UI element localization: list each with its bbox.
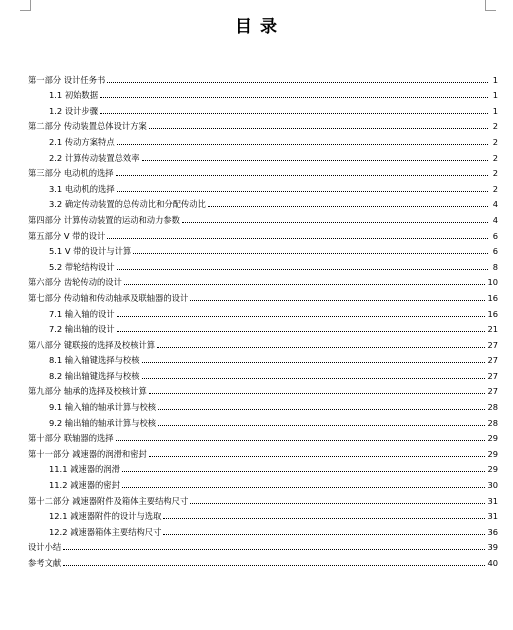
toc-entry-label: 第一部分 设计任务书 [28,74,106,85]
toc-entry-label: 5.1 V 带的设计与计算 [49,246,132,257]
toc-entry-label: 3.2 确定传动装置的总传动比和分配传动比 [49,199,206,210]
toc-entry-page-number: 31 [487,495,498,506]
toc-entry-page-number: 2 [492,152,498,163]
toc-entry-label: 第八部分 键联接的选择及校核计算 [28,339,156,350]
toc-entry-label: 2.2 计算传动装置总效率 [49,152,140,163]
toc-entry-label: 第十一部分 减速器的润滑和密封 [28,448,147,459]
toc-entry[interactable] [28,163,498,179]
toc-entry[interactable] [28,131,498,147]
toc-dot-leader [116,440,486,441]
toc-entry[interactable] [28,256,498,272]
toc-entry-page-number: 39 [487,542,498,553]
toc-entry[interactable] [28,100,498,116]
toc-title: 目 录 [235,17,278,37]
toc-entry-page-number: 29 [487,448,498,459]
toc-entry[interactable] [28,319,498,335]
toc-dot-leader [107,82,488,83]
toc-entry-label: 3.1 电动机的选择 [49,183,115,194]
toc-entry-label: 第六部分 齿轮传动的设计 [28,277,122,288]
toc-dot-leader [122,487,486,488]
toc-entry-page-number: 4 [492,214,498,225]
toc-dot-leader [63,565,485,566]
toc-entry[interactable] [28,209,498,225]
toc-entry[interactable] [28,365,498,381]
toc-entry-page-number: 1 [492,74,498,85]
toc-entry[interactable] [28,412,498,428]
toc-dot-leader [63,549,485,550]
toc-dot-leader [163,534,485,535]
toc-entry[interactable] [28,474,498,490]
toc-dot-leader [107,238,488,239]
toc-entry-page-number: 2 [492,136,498,147]
toc-entry[interactable] [28,69,498,85]
toc-entry-page-number: 6 [492,246,498,257]
toc-entry-label: 7.2 输出轴的设计 [49,324,115,335]
toc-dot-leader [117,331,486,332]
toc-entry[interactable] [28,287,498,303]
toc-entry[interactable] [28,552,498,568]
toc-entry-label: 第十二部分 减速器附件及箱体主要结构尺寸 [28,495,189,506]
toc-entry-page-number: 27 [487,355,498,366]
toc-entry[interactable] [28,303,498,319]
toc-entry[interactable] [28,490,498,506]
toc-entry-page-number: 4 [492,199,498,210]
toc-entry-page-number: 8 [492,261,498,272]
toc-entry[interactable] [28,350,498,366]
toc-entry-page-number: 31 [487,511,498,522]
toc-entry-page-number: 28 [487,402,498,413]
toc-entry-label: 8.2 输出轴键选择与校核 [49,370,140,381]
toc-dot-leader [163,518,485,519]
toc-entry-page-number: 27 [487,370,498,381]
toc-dot-leader [142,378,486,379]
toc-entry-page-number: 27 [487,339,498,350]
toc-dot-leader [158,425,485,426]
toc-entry-page-number: 30 [487,480,498,491]
toc-dot-leader [117,316,486,317]
toc-entry-label: 1.1 初始数据 [49,90,99,101]
toc-entry[interactable] [28,85,498,101]
toc-entry-label: 5.2 带轮结构设计 [49,261,115,272]
toc-dot-leader [124,284,486,285]
toc-entry-label: 第四部分 计算传动装置的运动和动力参数 [28,214,180,225]
toc-dot-leader [142,160,488,161]
toc-entry-page-number: 6 [492,230,498,241]
toc-dot-leader [116,175,488,176]
toc-dot-leader [117,144,488,145]
toc-dot-leader [208,206,488,207]
toc-entry-page-number: 28 [487,417,498,428]
toc-dot-leader [149,128,488,129]
toc-entry[interactable] [28,428,498,444]
toc-dot-leader [117,191,488,192]
toc-entry-label: 设计小结 [28,542,62,553]
toc-entry-page-number: 1 [492,105,498,116]
toc-entry[interactable] [28,241,498,257]
toc-dot-leader [182,222,488,223]
toc-entry-label: 9.2 输出轴的轴承计算与校核 [49,417,157,428]
toc-entry-label: 第二部分 传动装置总体设计方案 [28,121,147,132]
toc-dot-leader [133,253,488,254]
toc-entry[interactable] [28,396,498,412]
toc-entry[interactable] [28,225,498,241]
toc-entry-page-number: 1 [492,90,498,101]
toc-entry-page-number: 2 [492,183,498,194]
toc-dot-leader [149,393,486,394]
toc-dot-leader [117,269,488,270]
toc-entry-page-number: 10 [487,277,498,288]
toc-dot-leader [157,347,485,348]
toc-entry-label: 第九部分 轴承的选择及校核计算 [28,386,147,397]
toc-dot-leader [190,300,485,301]
toc-entry-label: 12.1 减速器附件的设计与选取 [49,511,162,522]
toc-entry[interactable] [28,506,498,522]
toc-dot-leader [100,113,488,114]
toc-dot-leader [158,409,485,410]
table-of-contents [28,69,498,568]
toc-dot-leader [190,503,485,504]
toc-entry-page-number: 16 [487,292,498,303]
toc-entry-label: 第七部分 传动轴和传动轴承及联轴器的设计 [28,292,189,303]
toc-entry-label: 11.1 减速器的润滑 [49,464,120,475]
toc-entry[interactable] [28,147,498,163]
toc-entry-page-number: 40 [487,558,498,568]
toc-entry[interactable] [28,116,498,132]
toc-entry[interactable] [28,459,498,475]
toc-entry[interactable] [28,272,498,288]
toc-entry[interactable] [28,334,498,350]
toc-entry-page-number: 29 [487,433,498,444]
toc-entry-page-number: 2 [492,121,498,132]
toc-entry-label: 第五部分 V 带的设计 [28,230,106,241]
toc-entry-page-number: 36 [487,526,498,537]
toc-entry-label: 第三部分 电动机的选择 [28,168,114,179]
toc-entry-label: 1.2 设计步骤 [49,105,99,116]
page-corner-mark-right [485,0,496,11]
toc-entry-page-number: 2 [492,168,498,179]
toc-entry-page-number: 16 [487,308,498,319]
toc-entry[interactable] [28,521,498,537]
toc-entry-page-number: 27 [487,386,498,397]
toc-entry[interactable] [28,194,498,210]
toc-dot-leader [149,456,486,457]
toc-entry[interactable] [28,537,498,553]
toc-entry-page-number: 21 [487,324,498,335]
page-corner-mark-left [20,0,31,11]
toc-entry[interactable] [28,381,498,397]
toc-entry-label: 第十部分 联轴器的选择 [28,433,114,444]
toc-entry-label: 7.1 输入轴的设计 [49,308,115,319]
toc-entry-label: 9.1 输入轴的轴承计算与校核 [49,402,157,413]
toc-entry[interactable] [28,443,498,459]
toc-entry-label: 11.2 减速器的密封 [49,480,120,491]
toc-entry[interactable] [28,178,498,194]
toc-dot-leader [142,362,486,363]
toc-entry-label: 2.1 传动方案特点 [49,136,115,147]
toc-dot-leader [122,471,486,472]
toc-entry-label: 8.1 输入轴键选择与校核 [49,355,140,366]
toc-entry-label: 12.2 减速器箱体主要结构尺寸 [49,526,162,537]
toc-dot-leader [100,97,488,98]
toc-entry-page-number: 29 [487,464,498,475]
toc-entry-label: 参考文献 [28,558,62,568]
